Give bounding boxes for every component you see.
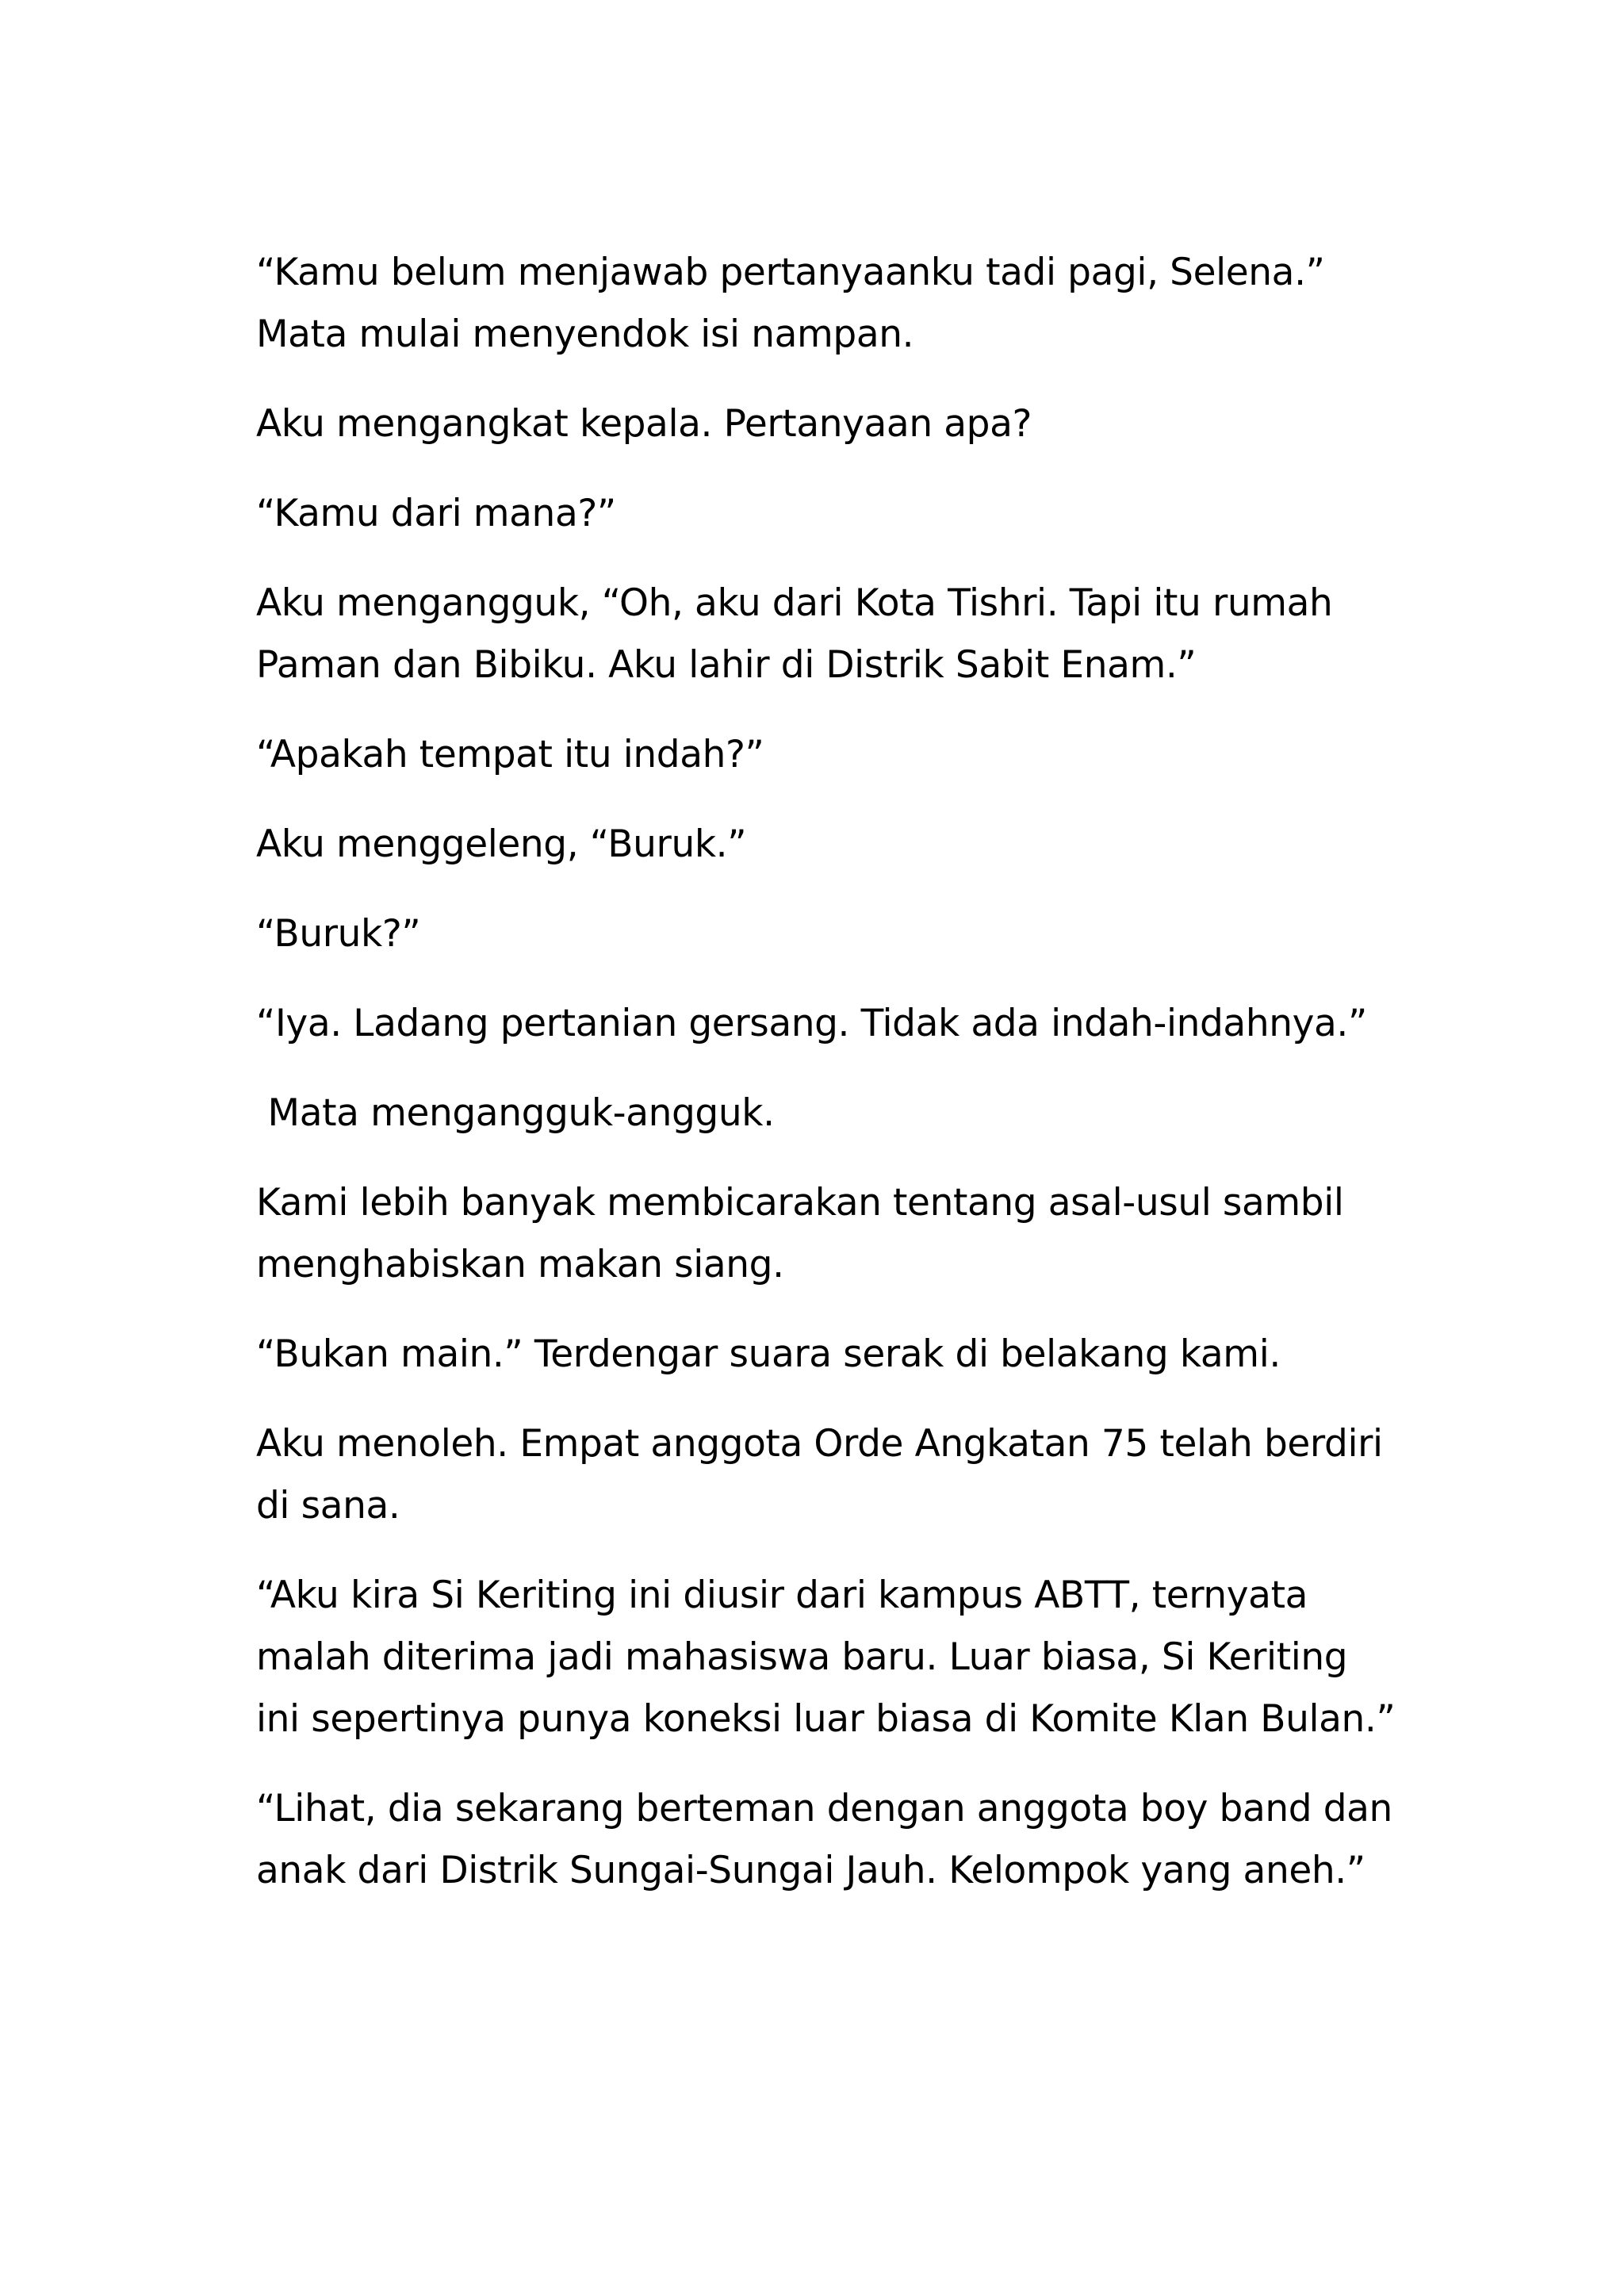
paragraph-5: “Apakah tempat itu indah?” <box>256 733 764 776</box>
paragraph-7: “Buruk?” <box>256 912 421 956</box>
paragraph-3: “Kamu dari mana?” <box>256 492 616 535</box>
paragraph-12: Aku menoleh. Empat anggota Orde Angkatan 75 telah berdiri di sana. <box>256 1422 1395 1527</box>
paragraph-13: “Aku kira Si Keriting ini diusir dari kampus ABTT, ternyata malah diterima jadi mahasiswa baru. Luar biasa, Si Keriting ini sepertinya punya koneksi luar biasa di Komite Klan Bulan.” <box>256 1573 1396 1741</box>
paragraph-8: “Iya. Ladang pertanian gersang. Tidak ada indah-indahnya.” <box>256 1002 1367 1045</box>
paragraph-10: Kami lebih banyak membicarakan tentang asal-usul sambil menghabiskan makan siang. <box>256 1181 1356 1286</box>
paragraph-9: Mata mengangguk-angguk. <box>256 1091 775 1135</box>
paragraph-6: Aku menggeleng, “Buruk.” <box>256 822 747 866</box>
paragraph-1: “Kamu belum menjawab pertanyaanku tadi pagi, Selena.” Mata mulai menyendok isi nampan. <box>256 251 1337 356</box>
document-body <box>256 242 1402 1930</box>
paragraph-14: “Lihat, dia sekarang berteman dengan anggota boy band dan anak dari Distrik Sungai-Sungai Jauh. Kelompok yang aneh.” <box>256 1787 1404 1892</box>
paragraph-4: Aku mengangguk, “Oh, aku dari Kota Tishri. Tapi itu rumah Paman dan Bibiku. Aku lahir di Distrik Sabit Enam.” <box>256 581 1344 687</box>
paragraph-11: “Bukan main.” Terdengar suara serak di belakang kami. <box>256 1332 1281 1376</box>
paragraph-2: Aku mengangkat kepala. Pertanyaan apa? <box>256 402 1032 446</box>
